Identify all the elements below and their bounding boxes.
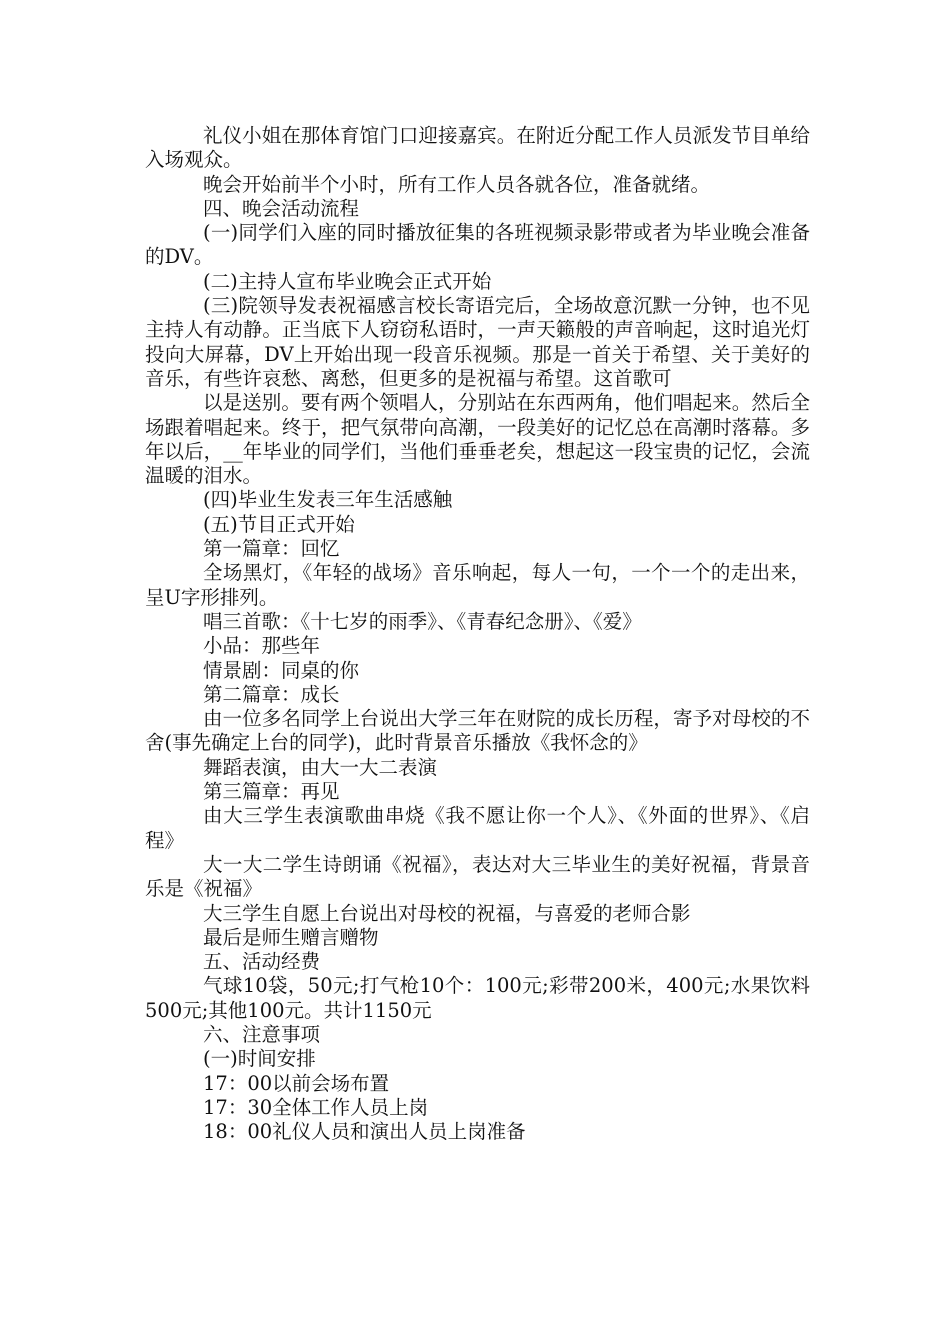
schedule-item-1: 17：00以前会场布置 — [203, 1071, 390, 1095]
chapter-heading-3: 第三篇章：再见 — [203, 780, 340, 804]
paragraph-1: 礼仪小姐在那体育馆门口迎接嘉宾。在附近分配工作人员派发节目单给入场观众。 — [145, 124, 810, 172]
paragraph-8: (四)毕业生发表三年生活感触 — [203, 488, 453, 512]
schedule-item-3: 18：00礼仪人员和演出人员上岗准备 — [203, 1120, 526, 1144]
section-heading-4: 四、晚会活动流程 — [203, 196, 360, 220]
document-body — [145, 124, 810, 1144]
paragraph-4: (一)同学们入座的同时播放征集的各班视频录影带或者为毕业晚会准备的DV。 — [145, 221, 810, 269]
paragraph-17: 舞蹈表演，由大一大二表演 — [203, 755, 438, 779]
paragraph-7: 以是送别。要有两个领唱人，分别站在东西两角，他们唱起来。然后全场跟着唱起来。终于，把气氛带向高潮，一段美好的记忆总在高潮时落幕。多年以后，__年毕业的同学们，当他们垂垂老矣，想起这一段宝贵的记忆，会流温暖的泪水。 — [145, 391, 810, 488]
paragraph-22: 最后是师生赠言赠物 — [203, 925, 379, 949]
paragraph-24: 气球10袋，50元;打气枪10个：100元;彩带200米，400元;水果饮料500元;其他100元。共计1150元 — [145, 974, 810, 1022]
paragraph-21: 大三学生自愿上台说出对母校的祝福，与喜爱的老师合影 — [203, 901, 691, 925]
paragraph-9: (五)节目正式开始 — [203, 512, 355, 536]
section-heading-6: 六、注意事项 — [203, 1022, 321, 1046]
section-heading-5: 五、活动经费 — [203, 950, 321, 974]
paragraph-16: 由一位多名同学上台说出大学三年在财院的成长历程，寄予对母校的不舍(事先确定上台的同学)，此时背景音乐播放《我怀念的》 — [145, 707, 810, 755]
paragraph-13: 小品：那些年 — [203, 634, 321, 658]
paragraph-2: 晚会开始前半个小时，所有工作人员各就各位，准备就绪。 — [203, 172, 711, 196]
paragraph-26: (一)时间安排 — [203, 1047, 316, 1071]
chapter-heading-2: 第二篇章：成长 — [203, 682, 340, 706]
paragraph-20: 大一大二学生诗朗诵《祝福》，表达对大三毕业生的美好祝福，背景音乐是《祝福》 — [145, 852, 810, 901]
paragraph-12: 唱三首歌：《十七岁的雨季》、《青春纪念册》、《爱》 — [203, 609, 642, 633]
paragraph-19: 由大三学生表演歌曲串烧《我不愿让你一个人》、《外面的世界》、《启程》 — [145, 804, 810, 852]
chapter-heading-1: 第一篇章：回忆 — [203, 537, 340, 561]
paragraph-5: (二)主持人宣布毕业晚会正式开始 — [203, 269, 492, 293]
paragraph-6: (三)院领导发表祝福感言校长寄语完后，全场故意沉默一分钟，也不见主持人有动静。正当底下人窃窃私语时，一声天籁般的声音响起，这时追光灯投向大屏幕，DV上开始出现一段音乐视频。那是一首关于希望、关于美好的音乐，有些许哀愁、离愁，但更多的是祝福与希望。这首歌可 — [145, 294, 810, 390]
paragraph-14: 情景剧：同桌的你 — [203, 658, 360, 682]
paragraph-11: 全场黑灯，《年轻的战场》音乐响起，每人一句，一个一个的走出来，呈U字形排列。 — [145, 561, 810, 609]
schedule-item-2: 17：30全体工作人员上岗 — [203, 1095, 429, 1119]
